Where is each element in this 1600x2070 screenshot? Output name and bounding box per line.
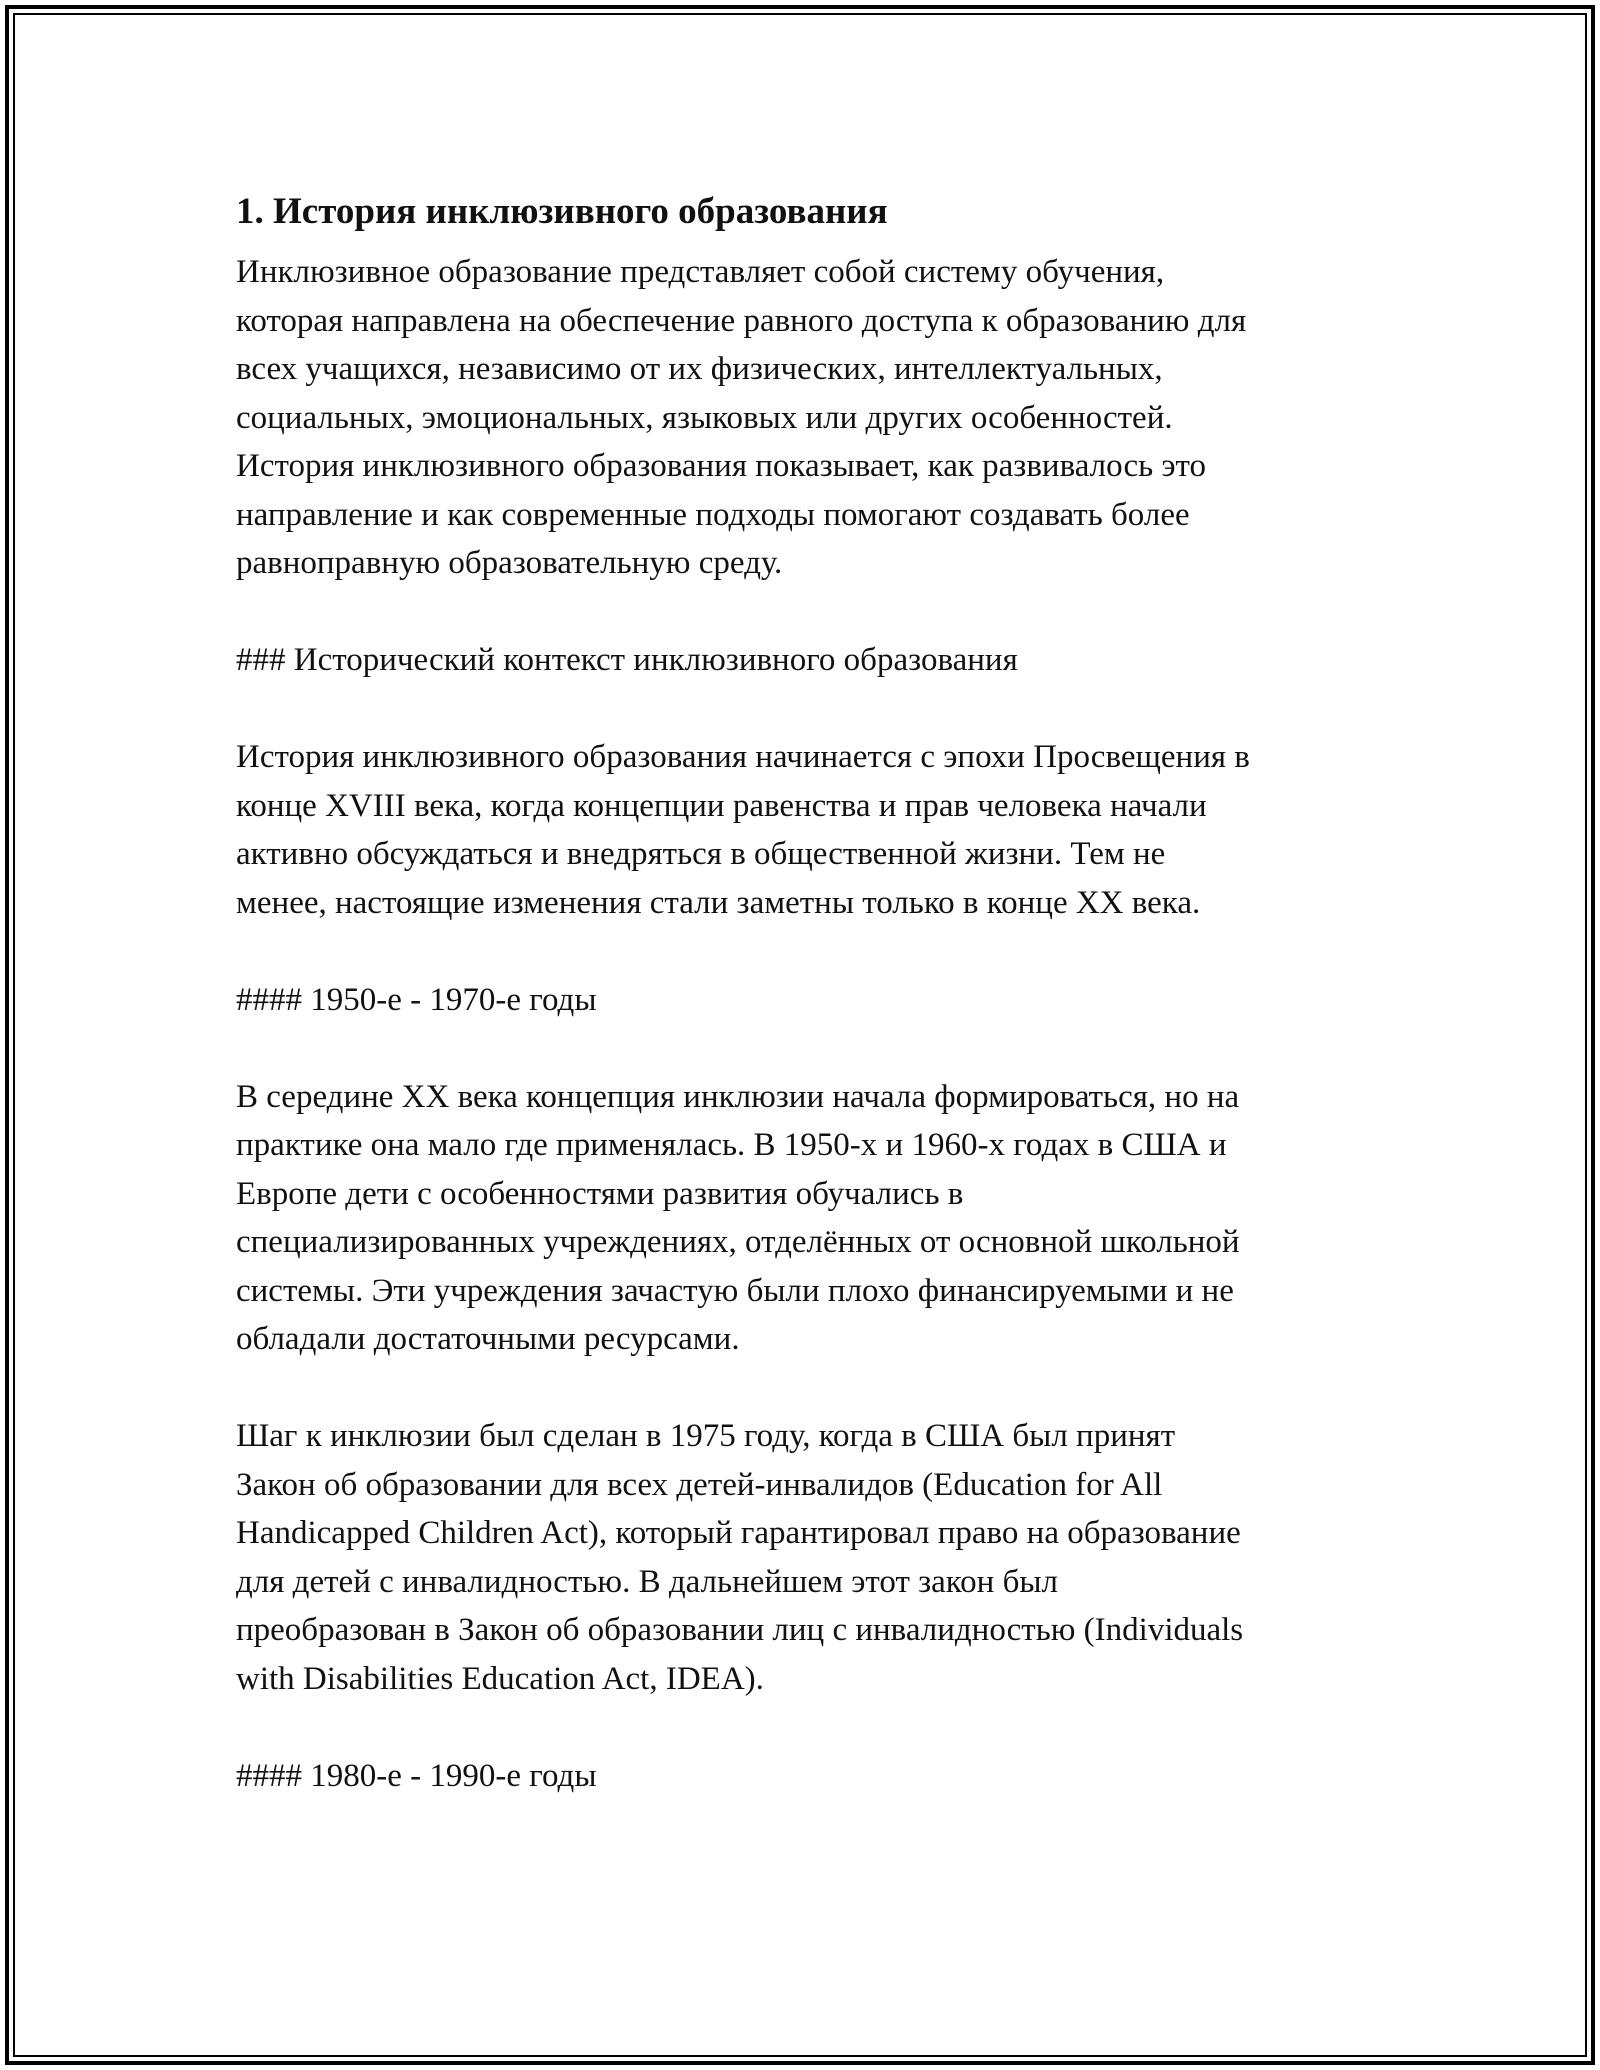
subheading-1950s-1970s: #### 1950-е - 1970-е годы [236, 981, 597, 1018]
historical-context-paragraph: История инклюзивного образования начинается с эпохи Просвещения в конце XVIII века, когда концепции равенства и прав человека начали активно обсуждаться и внедряться в общественной жизни. Тем не менее, настоящие изменения стали заметны только в конце XX века. [236, 739, 1250, 921]
mid-century-paragraph: В середине XX века концепция инклюзии начала формироваться, но на практике она мало где применялась. В 1950-х и 1960-х годах в США и Европе дети с особенностями развития обучались в специализированных учреждениях, отделённых от основной школьной системы. Эти учреждения зачастую были плохо финансируемыми и не обладали достаточными ресурсами. [236, 1078, 1240, 1357]
law-1975-paragraph: Шаг к инклюзии был сделан в 1975 году, когда в США был принят Закон об образовании для всех детей-инвалидов (Education for All Handicapped Children Act), который гарантировал право на образование для детей с инвалидностью. В дальнейшем этот закон был преобразован в Закон об образовании лиц с инвалидностью (Individuals with Disabilities Education Act, IDEA). [236, 1418, 1244, 1697]
subheading-historical-context: ### Исторический контекст инклюзивного образования [236, 642, 1018, 678]
intro-paragraph: Инклюзивное образование представляет собой систему обучения, которая направлена на обеспечение равного доступа к образованию для всех учащихся, независимо от их физических, интеллектуальных, социальных, эмоциональных, языковых или других особенностей. История инклюзивного образования показывает, как развивалось это направление и как современные подходы помогают создавать более равноправную образовательную среду. [236, 254, 1247, 581]
document-body [236, 186, 1376, 1849]
subheading-1980s-1990s: #### 1980-е - 1990-е годы [236, 1757, 597, 1794]
section-heading: 1. История инклюзивного образования [236, 191, 888, 232]
